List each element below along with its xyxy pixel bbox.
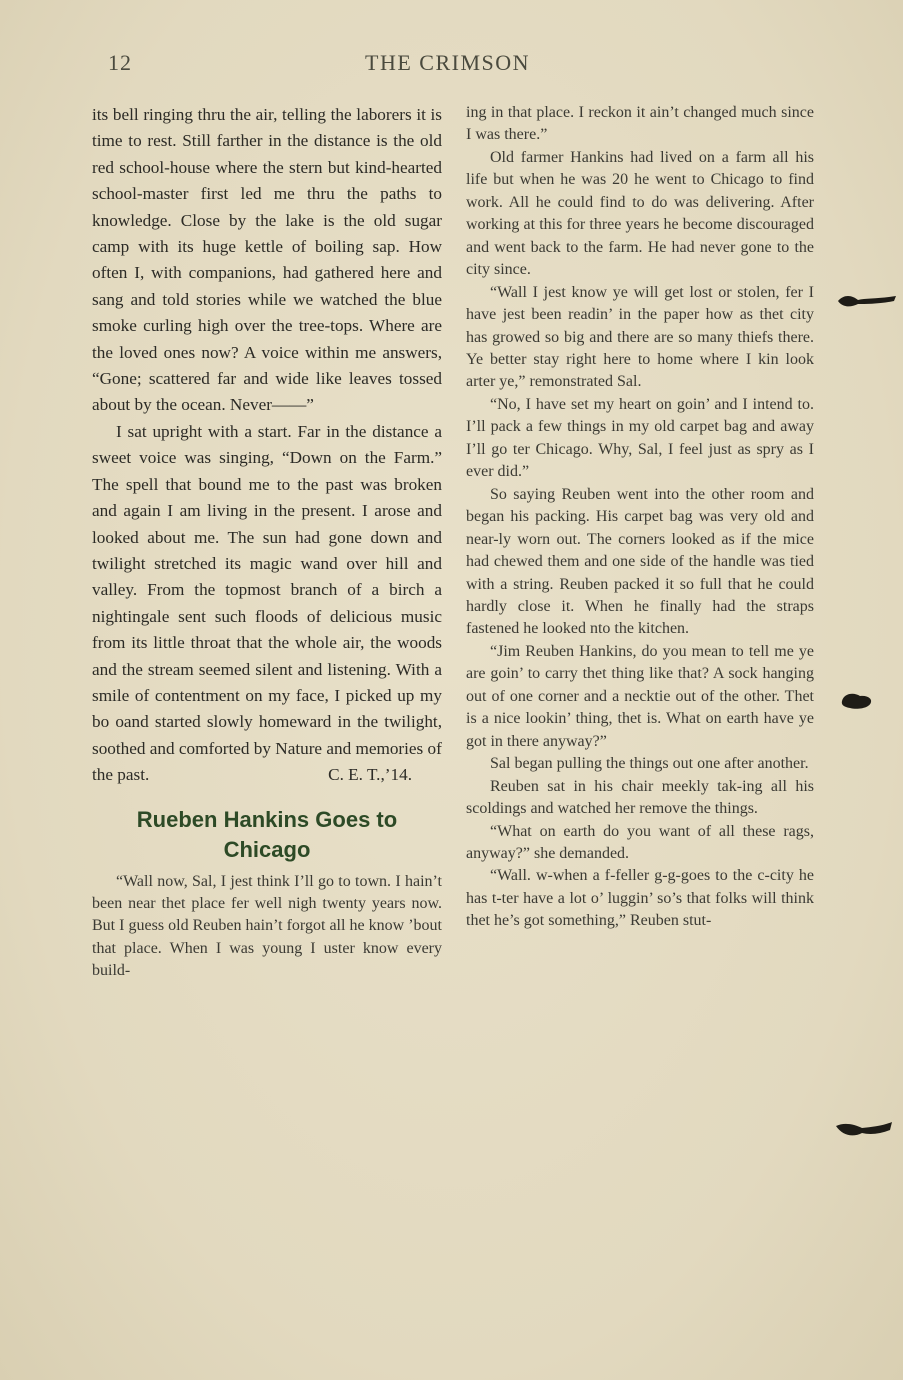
signature-line [92, 762, 442, 788]
paragraph: Sal began pulling the things out one after another. [490, 755, 809, 773]
paragraph: ing in that place. I reckon it ain’t changed much since I was there.” [466, 104, 814, 144]
article-title-line: Chicago [223, 836, 311, 862]
left-column [92, 102, 442, 983]
page-header [0, 50, 903, 82]
paragraph: its bell ringing thru the air, telling the laborers it is time to rest. Still farther in the distance is the old red school-house where the stern but kind-hearted school-master first led me thru the paths to knowledge. Close by the lake is the old sugar camp with its huge kettle of boiling sap. How often I, with companions, had gathered here and sang and told stories while we watched the blue smoke curling high over the tree-tops. Where are the loved ones now? A voice within me answers, “Gone; scattered far and wide like leaves tossed about by the ocean. Never——” [92, 105, 442, 415]
paragraph: Old farmer Hankins had lived on a farm all his life but when he was 20 he went to Chicago to find work. All he could find to do was delivering. After working at this for three years he become discouraged and went back to the farm. He had never gone to the city since. [466, 148, 814, 279]
author-signature: C. E. T.,’14. [328, 765, 412, 785]
paragraph: “What on earth do you want of all these rags, anyway?” she demanded. [466, 822, 814, 862]
paragraph: So saying Reuben went into the other room and began his packing. His carpet bag was very old and near-ly worn out. The corners looked as if the mice had chewed them and one side of the handle was tied with a string. Reuben packed it so full that he could hardly close it. When he finally had the straps fastened he looked nto the kitchen. [466, 485, 814, 638]
paragraph: “Wall now, Sal, I jest think I’ll go to town. I hain’t been near thet place fer well nigh twenty years now. But I guess old Reuben hain’t forgot all he know ’bout that place. When I was young I uster know every build- [92, 872, 442, 980]
binding-hole-mark [834, 1118, 894, 1134]
paragraph: “No, I have set my heart on goin’ and I intend to. I’ll pack a few things in my old carpet bag and away I’ll go ter Chicago. Why, Sal, I feel just as spry as I ever did.” [466, 395, 814, 481]
paragraph: “Wall I jest know ye will get lost or stolen, fer I have jest been readin’ in the paper how as thet city has growed so big and there are so many thiefs there. Ye better stay right here to home where I kin look arter ye,” remonstrated Sal. [466, 283, 814, 391]
binding-hole-mark [838, 690, 898, 706]
paragraph: “Jim Reuben Hankins, do you mean to tell me ye are goin’ to carry thet thing like that? A sock hanging out of one corner and a necktie out of the other. Thet is a nice lookin’ thing, thet is. What on earth have ye got in there anyway?” [466, 642, 814, 750]
paragraph: Reuben sat in his chair meekly tak-ing all his scoldings and watched her remove the things. [466, 777, 814, 818]
paragraph: I sat upright with a start. Far in the distance a sweet voice was singing, “Down on the Farm.” The spell that bound me to the past was broken and again I am living in the present. I arose and looked about me. The sun had gone down and twilight stretched its magic wand over hill and valley. From the topmost branch of a birch a nightingale sent such floods of delicious music from its little throat that the whole air, the woods and the stream seemed silent and listening. With a smile of contentment on my face, I picked up my bo oand started slowly homeward in the twilight, soothed and comforted by Nature and memories of [92, 421, 442, 758]
publication-name: THE CRIMSON [365, 50, 531, 75]
page-number: 12 [108, 50, 132, 75]
binding-hole-mark [836, 292, 896, 308]
paragraph: “Wall. w-when a f-feller g-g-goes to the c-city he has t-ter have a lot o’ luggin’ so’s that folks will think thet he’s got something,” Reuben stut- [466, 867, 814, 930]
right-column [466, 102, 814, 933]
article-title [92, 805, 442, 865]
closing-text: the past. [92, 765, 150, 785]
article-title-line: Rueben Hankins Goes to [136, 806, 398, 832]
